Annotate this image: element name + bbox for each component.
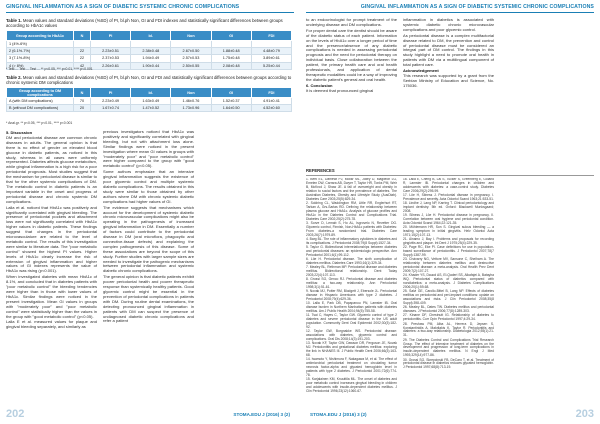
table2-header-row: [7, 88, 292, 98]
table2-caption-label: Table 2.: [6, 75, 22, 80]
table2-caption: [6, 75, 292, 85]
body-paragraph: The evidence suggests that mechanisms which account for the development of systemic diabetic chronic microvascular complications might also be operating in the pathogenesis of increased gingival inflammation in DM. Essentially a number of factors could contribute to the periodontal disease in DM (oral microflora, phagocytic and connective-tissue defects) and explaining the complex pathogenesis of this disease. Some of these associations are beyond the scope of this study. Further studies with larger sample sizes are needed to investigate the pathogenic mechanisms between periodontal inflammation and systemic diabetic chronic complications.: [103, 204, 194, 274]
discussion-paragraph: DM and periodontal disease are common chronic diseases in adults. The general opinion is that there is no effect of gender on elevated blood glucose in diabetic patients, as noticed in this study, whereas in all cases were uniformly represented. Diabetes affects glucose metabolism, while gingival inflammation is a high risk for a poor periodontal prognosis. Most studies suggest that the mechanism for periodontal disease is similar to that for the other systemic complications of DM. The metabolic control in diabetic patients is an important variable in the onset and progress of periodontal disease and chronic systemic DM complications.: [6, 134, 97, 204]
body-paragraph: previous investigators noticed that HbA1c was positively and significantly correlated with gingival bleeding, but not with attachment loss alone. Similar findings were noticed in the present investigation where mean GI values in groups with "moderately poor" and "poor metabolic control" were higher compared to the group with "good metabolic control" (p<0.05).: [103, 130, 194, 169]
right-page: [300, 0, 600, 424]
reference-item: 5. Taylor G. Bidirectional interrelationships between diabetes and periodontal diseases: an epidemiologic perspective. Ann Periodontol 2001;6(1):99-112.: [306, 244, 397, 257]
table-cell: 1.88±0.48: [211, 48, 251, 55]
table-cell: 3 (7.1%-8%): [7, 55, 74, 62]
column-header: Non: [171, 31, 211, 41]
table-cell: 2.67±0.50: [171, 48, 211, 55]
table-row: [7, 48, 292, 55]
reference-item: 15. Karjalainen KM, Knuuttila ML. The onset of diabetes and poor metabolic control increases gingival bleeding in children and adolescents with insulin-dependent diabetes mellitus. J Clin Periodontol 1996;23(12):1060-67.: [306, 377, 397, 394]
discussion-column: [6, 130, 97, 400]
table-cell: 2.50±0.55: [171, 62, 211, 69]
table-cell: 1.73±0.96: [171, 105, 211, 112]
running-header-right: GINGIVAL INFLAMMATION AS A SIGN OF DIABETIC SYSTEMIC CHRONIC COMPLICATIONS: [360, 4, 594, 10]
reference-item: 23. Chávarry NG, Vettore MV, Sansone C, Sheiham A. The relationship between diabetes mellitus and destructive periodontal disease: a meta-analysis. Oral Health Prev Dent 2009;7(2):107-27.: [403, 257, 494, 274]
journal-footer-right: STOMA.EDU J (2016) 3 (2): [310, 412, 367, 417]
reference-item: 17. Löe H, Silness J. Periodontal disease in pregnancy. I. Prevalence and severity. Acta Odontol Scand 1963;21:533-51.: [403, 193, 494, 201]
reference-item: 21. Ainamo J, Bay I. Problems and proposals for recording gingivitis and plaque. Int Dent J 1975;25(4):229-35.: [403, 237, 494, 246]
table1: [6, 30, 292, 70]
reference-item: 11. Tsai C, Hayes C, Taylor GW. Glycemic control of type 2 diabetes and severe periodontal disease in the US adult population. Community Dent Oral Epidemiol 2002;30(3):182-92.: [306, 313, 397, 330]
column-header: N: [74, 31, 91, 41]
body-paragraph: Some authors emphasize that an intensive gingival inflammation suggests the existence of poor glycemic control and multiple systemic diabetic complications. The results obtained in this study were similar to those obtained by other authors where DM with chronic systemic diabetic complications had higher values of GI.: [103, 169, 194, 204]
acknowledgement-heading: Acknowledgement: [403, 68, 439, 74]
table-cell: 2.38±0.48: [131, 48, 171, 55]
reference-item: 6. Löe H. Periodontal disease. The sixth complication of diabetes mellitus. Diabetes Care 1993;16(1):329-34.: [306, 257, 397, 265]
reference-item: 16. Lalla E, Cheng B, Lal S, Tucker S, Greenberg E, Goland R, Lamster IB. Periodontal changes in children and adolescents with diabetes: a case-control study. Diabetes Care 2006;29(2):295-99.: [403, 178, 494, 193]
table1-caption-label: Table 1.: [6, 18, 22, 23]
references-column-2: [403, 178, 494, 400]
table1-caption-text: Mean values and standard deviations (%SD) of PI, bl.ph Non, GI and FDI indexes and statistically significant differences between groups according to HbA1c values: [6, 18, 283, 28]
page-number-right: 203: [575, 408, 594, 420]
body-column-4: [403, 18, 494, 168]
discussion-paragraph: When investigated diabetes with mean HbA1c of 8.1%, and concluded that in diabetes patients with "poor metabolic control" the bleeding tendencies were higher than in those with lower values of HbA1c. Similar findings were noticed in the present investigation. Mean GI values in groups with "moderately poor" and "poor metabolic control" were statistically higher than the values in the group with "good metabolic control" (p<0.05).: [6, 274, 97, 319]
table-cell: 1.67±0.74: [90, 105, 130, 112]
body-column-2: [103, 130, 194, 400]
page-number-left: 202: [6, 408, 25, 420]
reference-item: 19. Silness J, Löe H. Periodontal disease in pregnancy. II. Correlation between oral hygiene and periodontal condition. Acta Odontol Scand 1964;22:121-35.: [403, 213, 494, 226]
table-cell: 4.91±0.41: [251, 98, 291, 105]
column-header: N: [74, 88, 91, 98]
body-paragraph: inflammation in diabetics is associated with systemic diabetic chronic microvascular complications and poor glycemic control.: [403, 18, 494, 32]
table-cell: 20: [74, 105, 91, 112]
journal-footer-left: STOMA.EDU J (2016) 3 (2): [233, 412, 290, 417]
table-cell: 2.26±0.61: [90, 62, 130, 69]
table-cell: 22: [74, 48, 91, 55]
table-cell: 1.47±0.52: [131, 105, 171, 112]
body-paragraph: to an endocrinologist for prompt treatment of the underlying disease and DM complications.: [306, 18, 397, 27]
reference-item: 12. Taylor GW, Borgnakke WS. Periodontal disease: associations with diabetes, glycemic control and complications. Oral Dis 2008;14(3):191-203.: [306, 329, 397, 342]
table-cell: 22: [74, 55, 91, 62]
acknowledgement-paragraph: This research was supported by a grant from the Serbian Ministry of Education and Science, No. 175036.: [403, 72, 494, 88]
table1-note: * Test ... Test ... Test ... ** p<0.05, *** p<0.01, **** p<0.001: [6, 67, 93, 71]
table-cell: A (with DM complications): [7, 98, 74, 105]
column-header: Group according to HbA1c: [7, 31, 74, 41]
table-cell: 2.57±0.53: [171, 55, 211, 62]
reference-item: 3. Sorve D, Lemab S, Ho AL, Isgrovelo N, Revetter DG. Glycemic control, Finnish, Non-HbA1c patients with Diabetes: From diabetes-a randomized trial. Diabetes Care 2003;26(7):1979-89.: [306, 220, 397, 237]
table-cell: 5.25±0.44: [251, 62, 291, 69]
column-header: GI: [211, 88, 251, 98]
reference-item: 9. Novak MJ, Potter RM, Blodgett J, Ebersole JL. Periodontal disease in Hispanic Americans with type 2 diabetes. J Periodontol 2008;79(4):629-36.: [306, 289, 397, 302]
reference-item: 26. Mealey BL, Oates TW. Diabetes mellitus and periodontal diseases. J Periodontol 2006;77(8):1289-303.: [403, 305, 494, 314]
reference-item: 7. Mealey BL, Rethman MP. Periodontal disease and diabetes mellitus. Bidirectional relationship. Dent Today 2003;22(4):107-113.: [306, 265, 397, 277]
reference-item: 18. Lindhe J, Lang NP, Karring T. Clinical periodontology and implant dentistry. 5th ed. Oxford: Blackwell Munksgaard; 2008.: [403, 201, 494, 213]
reference-item: 2. Soldring CL, Waddington RM, Little RR, Englerhurt RT, Tarkan A, Grs-Sarlas RD. Defining the relationship between plasma glucose and HbA1c. Analysis of glucose profiles and HbA1c in the Diabetes Control and Complications Trial. Diabetes Care 2002;25(2):275-78.: [306, 200, 397, 221]
table-cell: B (without DM complications): [7, 105, 74, 112]
conclusion-paragraph: It is deemed that pronounced gingival: [306, 87, 374, 93]
table-cell: 1.75±0.48: [211, 55, 251, 62]
table-cell: 2 (6.1%-7%): [7, 48, 74, 55]
table2: [6, 87, 292, 112]
reference-item: 25. Salvi GE, Carollo-Bittel B, Lang NP. Effects of diabetes mellitus on periodontal and peri-implant conditions: update on associations and risks. J Clin Periodontol 2008;35(8 Suppl):398-409.: [403, 289, 494, 306]
table-cell: [251, 41, 291, 48]
table-cell: 1.94±0.49: [131, 55, 171, 62]
table-cell: 3.89±0.61: [251, 55, 291, 62]
column-header: Group according to DM complications: [7, 88, 74, 98]
table-cell: 1.63±0.49: [131, 98, 171, 105]
table2-note: * Anal.gr. ** p<0.05, *** p<0.01, **** p<0.001: [6, 121, 73, 125]
header-rule-left: [6, 12, 294, 13]
table-cell: 1.52±0.37: [211, 98, 251, 105]
table-cell: 2.08±0.48: [211, 62, 251, 69]
reference-item: 8. Grossi SG, Genco RJ. Periodontal disease and diabetes mellitus: a two-way relationship. Ann Periodontol 1998;3(1):51-61.: [306, 277, 397, 290]
table-cell: 2.23±0.51: [90, 48, 130, 55]
conclusion-heading: 6. Conclusion: [306, 82, 333, 88]
column-header: FDI: [251, 88, 291, 98]
header-rule-right: [306, 12, 594, 13]
column-header: PI: [90, 88, 130, 98]
table-row: [7, 98, 292, 105]
table-row: [7, 41, 292, 48]
body-paragraph: For proper dental care the dentist should be aware of the diabetic status of each patient. Information on the levels of HbA1c over a longer period of time and the presence/absence of any diabetic complications is needed in assessing periodontal prognosis and the need for periodontal therapy on individual basis. Close collaboration between the patient, the primary health care and oral health professionals, and application of dental therapeutic modalities could be a way of improving the diabetic patient's general and oral health.: [306, 27, 397, 82]
references-column-1: [306, 178, 397, 400]
column-header: FDI: [251, 31, 291, 41]
reference-item: 27. Kinane DF, Chestnutt IG. Relationship of diabetes to periodontitis. Curr Opin Periodontol 1997;4:29-34.: [403, 313, 494, 322]
table-cell: [171, 41, 211, 48]
references-heading: REFERENCES: [306, 168, 335, 173]
reference-item: 13. Novak KF, Taylor GW, Dawson DR, Ferguson JE, Novak MJ. Periodontitis and gestational diabetes mellitus: exploring the link in NHANES III. J Public Health Dent 2006;66(3):163-68.: [306, 341, 397, 358]
column-header: PI: [90, 31, 130, 41]
reference-item: 30. Grossi SG, Skrepcinski FB, DeCaro T, et al. Treatment of periodontal disease in diabetics reduces glycated hemoglobin. J Periodontol 1997;68(8):713-19.: [403, 357, 494, 370]
table-cell: 1.46±0.76: [171, 98, 211, 105]
table-cell: 4.52±0.60: [251, 105, 291, 112]
reference-item: 4. Barg BL. The role of inflammatory cytokines in diabetes and its complications. J Periodontol 2008;79(8 Suppl):1527-34.: [306, 236, 397, 245]
table-cell: 1.64±0.50: [211, 105, 251, 112]
references-rule: [306, 175, 594, 176]
running-header-left: GINGIVAL INFLAMMATION AS A SIGN OF DIABETIC SYSTEMIC CHRONIC COMPLICATIONS: [6, 4, 240, 10]
body-paragraph: As periodontal disease is a complex multifactorial disease related to DM, the prevention and control of periodontal disease must be considered an integral part of DM control. The findings in this study highlight a need to promote oral health in patients with DM via a multilingual component of total patient care.: [403, 32, 494, 68]
table-cell: 70: [74, 98, 91, 105]
reference-item: 28. Preshaw PM, Alba AL, Herrera D, Jepsen S, Konstantinidis A, Makrilakis K, Taylor R. Periodontitis and diabetes: a two-way relationship. Diabetologia 2012;55(1):21-31.: [403, 321, 494, 338]
discussion-paragraph: Lalla E et al. measured values for plaque and gingival bleeding separately, and similarly as: [6, 319, 97, 330]
reference-item: 14. Iwamoto Y, Nishimura F, Nakagawa M, et al. The effect of antimicrobial periodontal treatment on circulating tumor necrosis factor-alpha and glycated hemoglobin level in patients with type 2 diabetes. J Periodontol 2001;72(6):774-78.: [306, 357, 397, 378]
reference-item: 10. Lalla E, Park DB, Papapanou PN, Lamster IB. Oral disease burden in Northern Manhattan patients with diabetes mellitus. Am J Public Health 2004;94(5):755-58.: [306, 301, 397, 314]
table-cell: 1 (4%-6%): [7, 41, 74, 48]
reference-item: 20. Mühlemann HR, Son S. Gingival sulcus bleeding — a leading symptom in initial gingivitis. Helv Odontol Acta 1971;15(2):107-13.: [403, 225, 494, 238]
column-header: bl.: [131, 31, 171, 41]
table-cell: [211, 41, 251, 48]
table-cell: [131, 41, 171, 48]
table2-caption-text: Mean values and standard deviations (%SD) of PI, bl.ph Non, GI and FDI and statistically significant differences between groups according to chronic systemic DM complications: [6, 75, 292, 85]
table1-body: [7, 41, 292, 70]
table1-caption: [6, 18, 292, 28]
table-cell: 42: [74, 62, 91, 69]
table-cell: [90, 41, 130, 48]
body-column-3: [306, 18, 397, 168]
column-header: bl.: [131, 88, 171, 98]
table-cell: 4 (> 8%): [7, 62, 74, 69]
table-cell: 4.48±0.79: [251, 48, 291, 55]
table-cell: [74, 41, 91, 48]
table-row: [7, 55, 292, 62]
reference-item: 29. The Diabetes Control and Complications Trial Research Group. The effect of intensive treatment of diabetes on the development and progression of long-term complications in insulin-dependent diabetes mellitus. N Engl J Med 1993;329(14):977-86.: [403, 337, 494, 358]
reference-item: 1. Berti EL, Damewt PJ, Mollkr ML, Jolley D, Maglleon LG, Emelen DW, Carrara AB, Dwyer T, Taylor HR, Tonks PM, Weir B, McKrod J, Shaw JE. A fall of overweight and obesity in relation to social factors and the prevalence of diabetes. The Australian Diabetes, Obesity and Lifestyle Study (AusDiab). Diabetes Care 2003;25(5):829-34.: [306, 178, 397, 201]
table-row: [7, 105, 292, 112]
column-header: Non: [171, 88, 211, 98]
table-cell: 2.37±0.53: [90, 55, 130, 62]
reference-item: 24. Khader YS, Dauod AS, El-Qaderi SS, Alkafajei A, Batayha WQ. Periodontal status of diabetics compared with nondiabetics: a meta-analysis. J Diabetes Complications 2006;20(1):59-68.: [403, 273, 494, 290]
discussion-paragraph: Lalla et al. noticed that HbA1c was positively and significantly correlated with gingival bleeding. The presence of periodontal pockets and attachment loss were not significantly correlated with HbA1c higher values in diabetic patients. These findings suggest that changes in the periodontal microvasculature are related to the level of metabolic control. The results of this investigation were similar to literature data. The "poor metabolic control" showed the highest PI values. Higher levels of HbA1c clearly increase the risk of extension of gingival inflammation and higher values of GI indexes represents the value of HbA1c was rising (p<0.001).: [6, 204, 97, 274]
table-cell: 1.90±0.44: [131, 62, 171, 69]
reference-item: 22. Page RC, Eke PI. Case definitions for use in population-based surveillance of periodontitis. J Periodontol 2007;78(7 Suppl):1387-99.: [403, 245, 494, 258]
body-paragraph: The general opinion is that diabetic patients exhibit poorer periodontal health and poorer therapeutic response than systemically healthy patients. Good glycemic control might be essential in the prevention of periodontal complications in patients with DM. During routine dental examinations, the detecting pronounced gingival inflammation in patients with DM can suspect the presence of undiagnosed diabetic chronic complications and refer a patient: [103, 274, 194, 324]
table-cell: 2.23±0.49: [90, 98, 130, 105]
discussion-heading: 5. Discussion: [6, 130, 33, 135]
table1-header-row: [7, 31, 292, 41]
table2-body: [7, 98, 292, 112]
column-header: GI: [211, 31, 251, 41]
